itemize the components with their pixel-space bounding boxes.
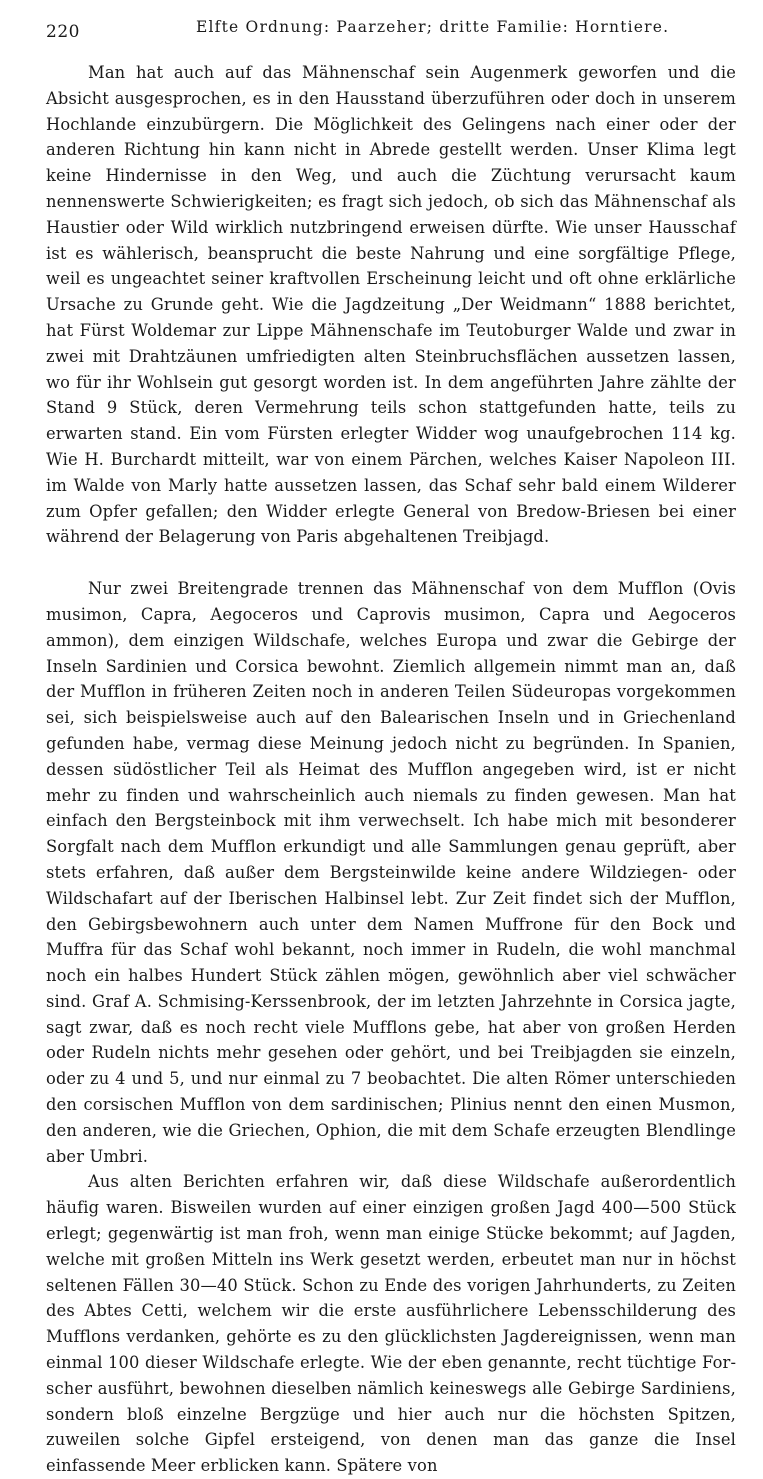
paragraph-maehnenschaf: Man hat auch auf das Mähnenschaf sein Augenmerk geworfen und die Absicht ausgesprochen, es in den Hausstand überzuführen oder doch in unserem Hochlande einzubürgern. Die Möglichkeit des Gelingens nach einer oder der anderen Richtung hin kann nicht in Abrede gestellt werden. Unser Klima legt keine Hindernisse in den Weg, und auch die Züchtung verursacht kaum nennenswerte Schwierigkeiten; es fragt sich jedoch, ob sich das Mähnenschaf als Haustier oder Wild wirklich nutzbringend erweisen dürfte. Wie unser Hausschaf ist es wählerisch, beansprucht die beste Nahrung und eine sorgfältige Pflege, weil es ungeachtet seiner kraftvollen Erscheinung leicht und oft ohne erklärliche Ursache zu Grunde geht. Wie die Jagdzeitung „Der Weidmann“ 1888 berichtet, hat Fürst Woldemar zur Lippe Mähnenschafe im Teutoburger Walde und zwar in zwei mit Drahtzäunen umfriedigten alten Steinbruchsflächen aussetzen lassen, wo für ihr Wohlsein gut gesorgt worden ist. In dem angeführten Jahre zählte der Stand 9 Stück, deren Vermehrung teils schon stattgefunden hatte, teils zu erwarten stand. Ein vom Fürsten erlegter Widder wog unaufgebrochen 114 kg. Wie H. Burchardt mitteilt, war von einem Pärchen, welches Kaiser Napoleon III. im Walde von Marly hatte aussetzen lassen, das Schaf sehr bald einem Wilderer zum Opfer gefallen; den Widder erlegte General von Bredow-Briesen bei einer während der Belagerung von Paris abgehaltenen Treibjagd. xyxy=(46,63,736,547)
page-number: 220 xyxy=(46,22,80,42)
paragraph-alte-berichte: Aus alten Berichten erfahren wir, daß diese Wildschafe außerordentlich häufig waren. Bisweilen wurden auf einer einzigen großen Jagd 400—500 Stück erlegt; gegenwärtig ist man froh, wenn man einige Stücke bekommt; auf Jagden, welche mit großen Mitteln ins Werk gesetzt werden, erbeutet man nur in höchst seltenen Fällen 30—40 Stück. Schon zu Ende des vorigen Jahrhunderts, zu Zeiten des Abtes Cetti, welchem wir die erste ausführlichere Lebensschilderung des Mufflons verdanken, gehörte es zu den glücklichsten Jagdereignissen, wenn man einmal 100 dieser Wildschafe erlegte. Wie der eben genannte, recht tüchtige Forscher ausführt, bewohnen dieselben nämlich keineswegs alle Gebirge Sardiniens, sondern bloß einzelne Bergzüge und hier auch nur die höchsten Spitzen, zuweilen solche Gipfel ersteigend, von denen man das ganze die Insel einfassende Meer erblicken kann. Spätere von xyxy=(46,1172,736,1476)
body-text xyxy=(46,60,736,1479)
paragraph-mufflon: Nur zwei Breitengrade trennen das Mähnenschaf von dem Mufflon (Ovis musimon, Capra, Aegoceros und Caprovis musimon, Capra und Aegoceros ammon), dem einzigen Wildschafe, welches Europa und zwar die Gebirge der Inseln Sardinien und Corsica bewohnt. Ziemlich allgemein nimmt man an, daß der Mufflon in früheren Zeiten noch in anderen Teilen Südeuropas vorgekommen sei, sich beispielsweise auch auf den Balearischen Inseln und in Griechenland gefunden habe, vermag diese Meinung jedoch nicht zu begründen. In Spanien, dessen südöstlicher Teil als Heimat des Mufflon angegeben wird, ist er nicht mehr zu finden und wahrscheinlich auch niemals zu finden gewesen. Man hat einfach den Bergsteinbock mit ihm verwechselt. Ich habe mich mit besonderer Sorgfalt nach dem Mufflon erkundigt und alle Sammlungen genau geprüft, aber stets erfahren, daß außer dem Bergsteinwilde keine andere Wildziegen- oder Wildschafart auf der Iberischen Halbinsel lebt. Zur Zeit findet sich der Mufflon, den Gebirgsbewohnern auch unter dem Namen Muffrone für den Bock und Muffra für das Schaf wohl bekannt, noch immer in Rudeln, die wohl manchmal noch ein halbes Hundert Stück zählen mögen, gewöhnlich aber viel schwächer sind. Graf A. Schmising-Kerssenbrook, der im letzten Jahrzehnte in Corsica jagte, sagt zwar, daß es noch recht viele Mufflons gebe, hat aber von großen Herden oder Rudeln nichts mehr gesehen oder gehört, und bei Treibjagden sie einzeln, oder zu 4 und 5, und nur einmal zu 7 beobachtet. Die alten Römer unterschieden den corsischen Mufflon von dem sardinischen; Plinius nennt den einen Musmon, den anderen, wie die Griechen, Ophion, die mit dem Schafe erzeugten Blendlinge aber Umbri. xyxy=(46,579,736,1166)
page-header xyxy=(46,16,736,40)
running-head: Elfte Ordnung: Paarzeher; dritte Familie: Horntiere. xyxy=(196,18,670,36)
